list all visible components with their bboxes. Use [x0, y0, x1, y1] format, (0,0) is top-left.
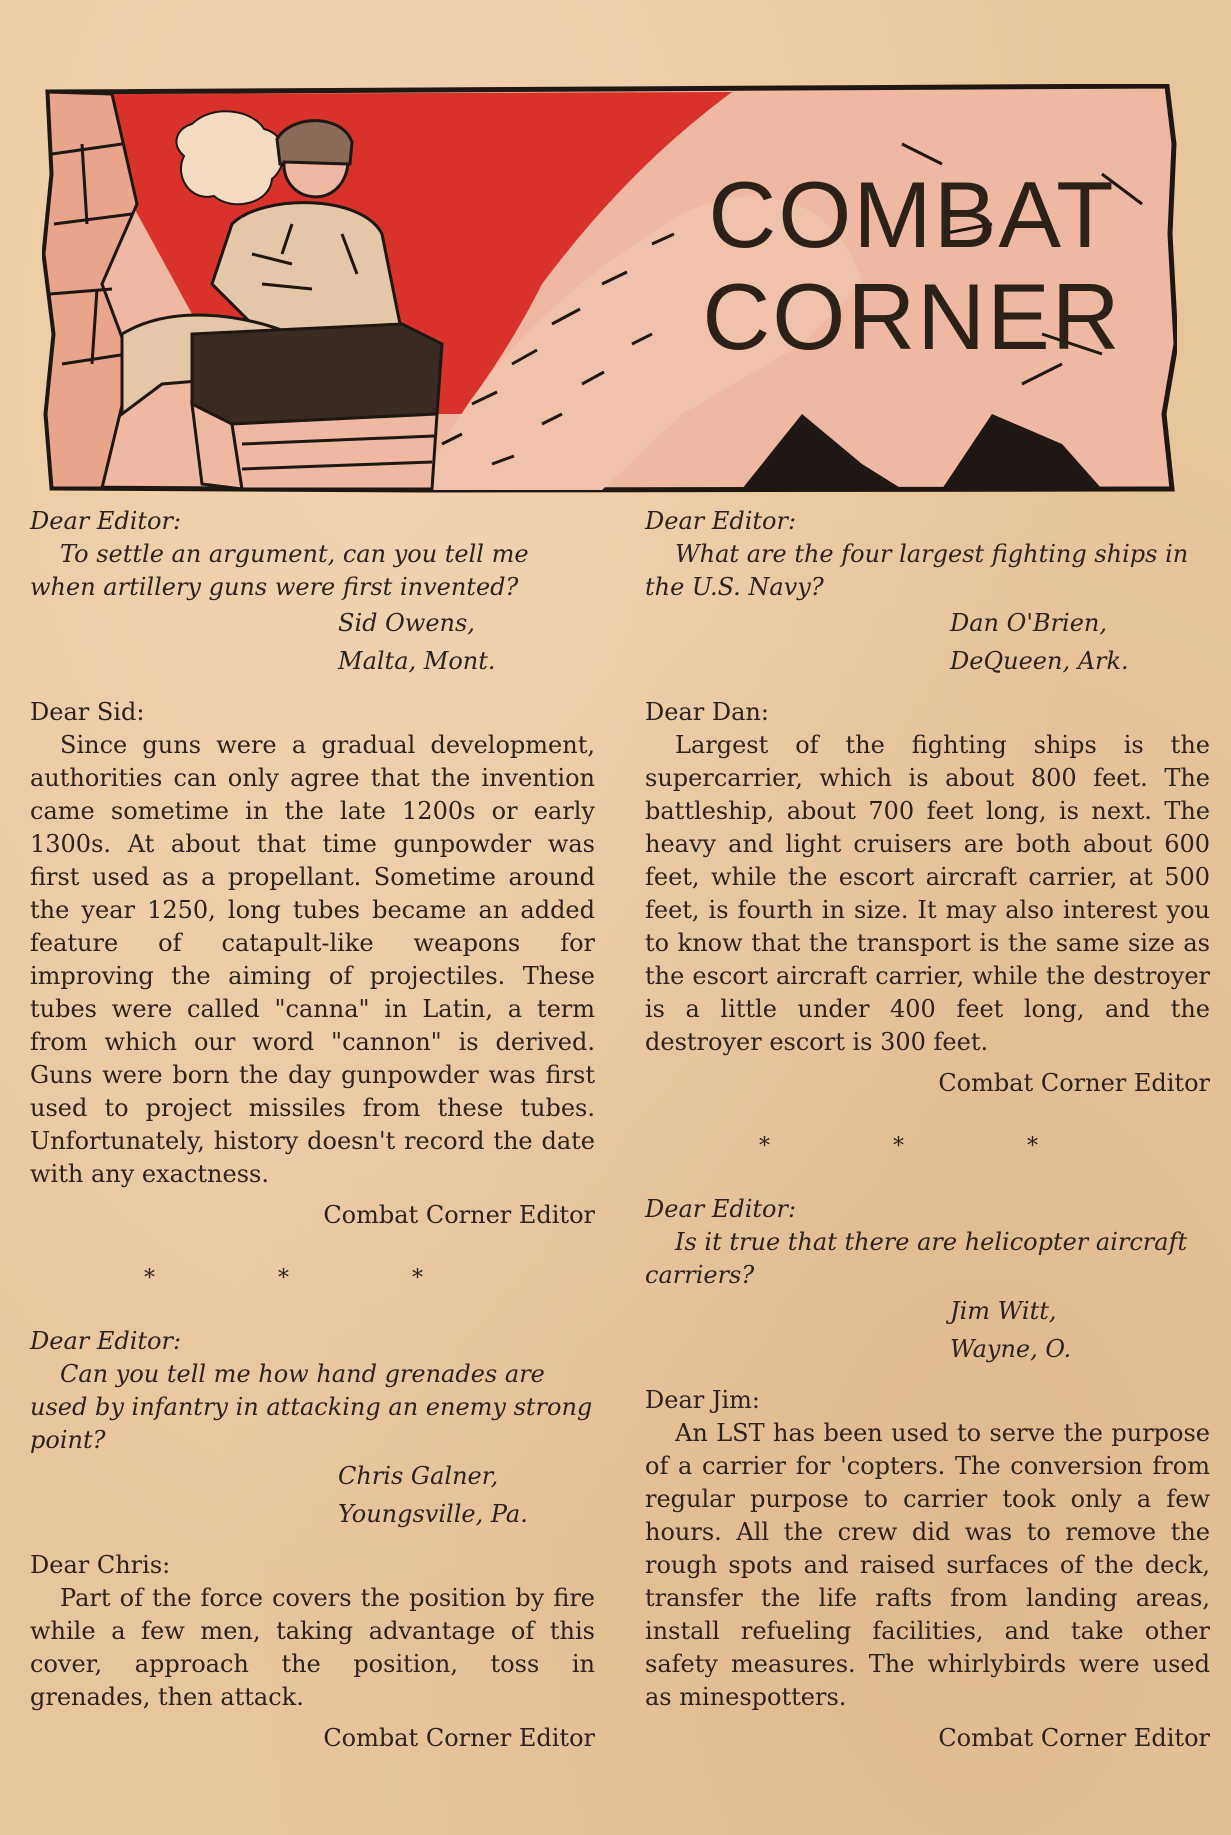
- editor-sign-off: Combat Corner Editor: [323, 1201, 595, 1229]
- letter-salutation: Dear Editor:: [645, 1195, 797, 1223]
- reply-answer: Part of the force covers the position by fire while a few men, taking advantage of this cover, approach the position, toss in grenades, then attack.: [30, 1584, 595, 1711]
- left-column: [30, 505, 595, 1755]
- banner-title-line1: COMBAT: [708, 162, 1116, 267]
- letter-salutation: Dear Editor:: [30, 1327, 182, 1355]
- sender-place: Youngsville, Pa.: [338, 1500, 528, 1528]
- reply-answer: Since guns were a gradual development, authorities can only agree that the invention came sometime in the late 1200s or early 1300s. At about that time gunpowder was first used as a propellant. Sometime around the year 1250, long tubes became an added feature of catapult-like weapons for improving the aiming of projectiles. These tubes were called "canna" in Latin, a term from which our word "cannon" is derived. Guns were born the day gunpowder was first used to project missiles from these tubes. Unfortunately, history doesn't record the date with any exactness.: [30, 731, 595, 1188]
- sender-place: DeQueen, Ark.: [950, 647, 1129, 675]
- letter: [30, 505, 595, 1232]
- separator: * * *: [759, 1134, 1096, 1159]
- letter-question: Is it true that there are helicopter aircraft carriers?: [645, 1228, 1188, 1289]
- ammunition-crate: [192, 324, 442, 489]
- sender-name: Sid Owens,: [338, 609, 475, 637]
- separator: * * *: [144, 1266, 481, 1291]
- reply-answer: Largest of the fighting ships is the supercarrier, which is about 800 feet. The battleship, about 700 feet long, is next. The heavy and light cruisers are both about 600 feet, while the escort aircraft carrier, at 500 feet, is fourth in size. It may also interest you to know that the transport is the same size as the escort aircraft carrier, while the destroyer is a little under 400 feet long, and the destroyer escort is 300 feet.: [645, 731, 1210, 1056]
- banner-title: [682, 164, 1142, 368]
- editor-sign-off: Combat Corner Editor: [323, 1724, 595, 1752]
- letter-salutation: Dear Editor:: [30, 507, 182, 535]
- banner-title-line2: CORNER: [702, 264, 1122, 369]
- sender-name: Jim Witt,: [950, 1297, 1057, 1325]
- editor-sign-off: Combat Corner Editor: [938, 1724, 1210, 1752]
- reply-salutation: Dear Jim:: [645, 1386, 760, 1414]
- sender-place: Wayne, O.: [950, 1335, 1072, 1363]
- letter-salutation: Dear Editor:: [645, 507, 797, 535]
- letter: [30, 1325, 595, 1755]
- reply-salutation: Dear Chris:: [30, 1551, 171, 1579]
- sender-name: Chris Galner,: [338, 1462, 499, 1490]
- sender-place: Malta, Mont.: [338, 647, 496, 675]
- editor-sign-off: Combat Corner Editor: [938, 1069, 1210, 1097]
- letter: [645, 1193, 1210, 1755]
- combat-corner-banner: [42, 84, 1177, 494]
- reply-salutation: Dear Dan:: [645, 698, 769, 726]
- letter-question: What are the four largest fighting ships in the U.S. Navy?: [645, 540, 1189, 601]
- letter-question: To settle an argument, can you tell me when artillery guns were first invented?: [30, 540, 529, 601]
- reply-answer: An LST has been used to serve the purpose of a carrier for 'copters. The conversion from regular purpose to carrier took only a few hours. All the crew did was to remove the rough spots and raised surfaces of the deck, transfer the life rafts from landing areas, install refueling facilities, and take other safety measures. The whirlybirds were used as minespotters.: [645, 1419, 1210, 1711]
- letter: [645, 505, 1210, 1100]
- letter-question: Can you tell me how hand grenades are used by infantry in attacking an enemy strong point?: [30, 1360, 593, 1454]
- sender-name: Dan O'Brien,: [950, 609, 1107, 637]
- reply-salutation: Dear Sid:: [30, 698, 145, 726]
- right-column: [645, 505, 1210, 1755]
